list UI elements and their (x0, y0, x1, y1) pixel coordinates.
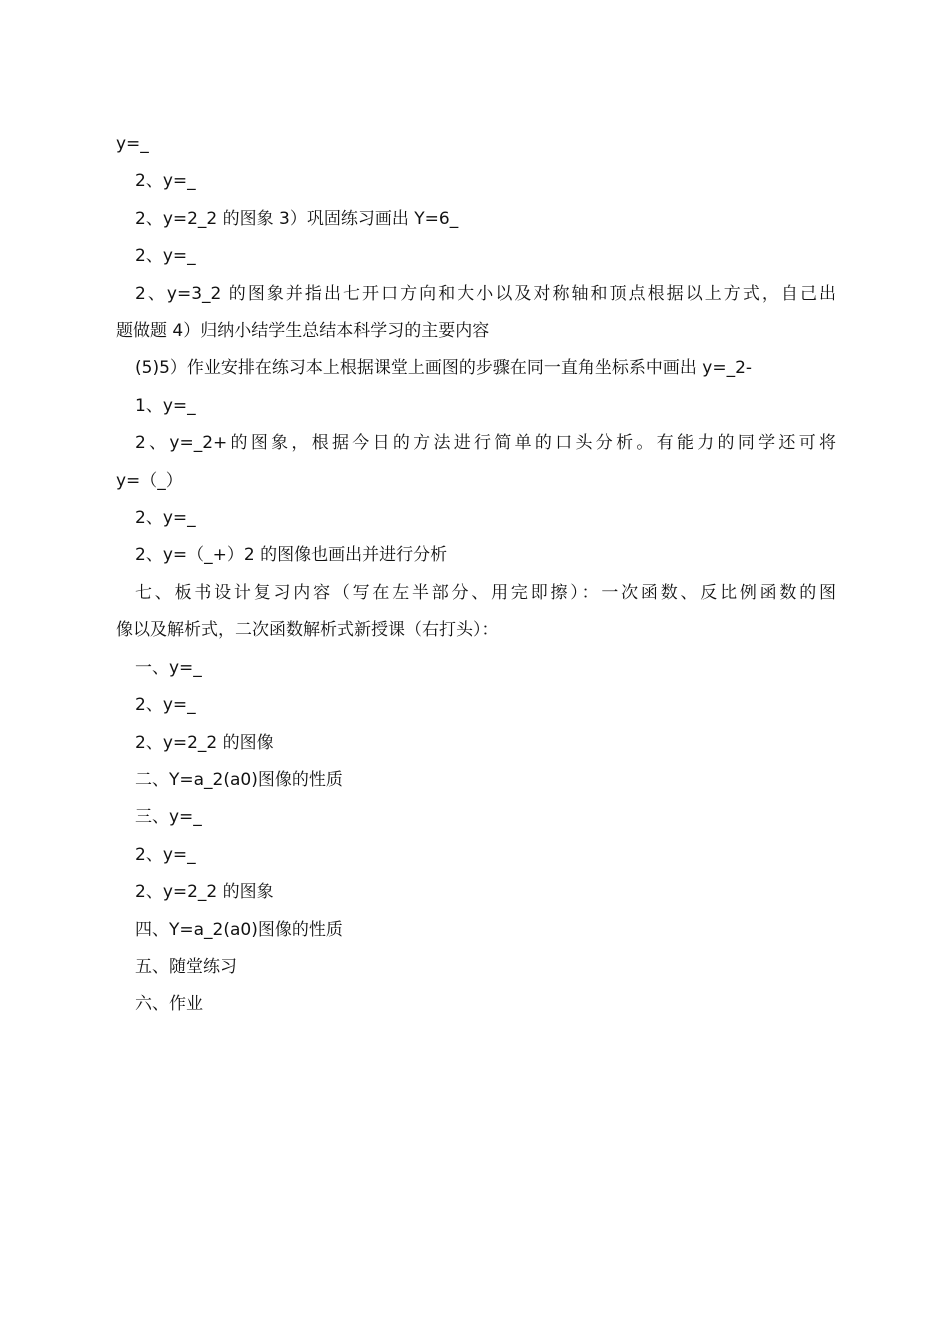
section-heading: 二、Y=a_2(a0)图像的性质 (135, 769, 343, 790)
text-line: 2、y=2_2 的图象 3）巩固练习画出 Y=6_ (135, 208, 459, 229)
text-line: 2、y=_ (135, 695, 196, 716)
text-line: 2、y=_ (135, 508, 196, 529)
text-line: 2、y=2_2 的图像 (135, 732, 274, 753)
paragraph-line: 2、y=_2+的图象，根据今日的方法进行简单的口头分析。有能力的同学还可将 (135, 433, 836, 454)
text-line: 2、y=_ (135, 171, 196, 192)
text-line: 2、y=_ (135, 844, 196, 865)
text-line: 题做题 4）归纳小结学生总结本科学习的主要内容 (116, 321, 490, 342)
paragraph-line: 七、板书设计复习内容（写在左半部分、用完即擦）：一次函数、反比例函数的图 (135, 582, 836, 603)
section-heading: 四、Y=a_2(a0)图像的性质 (135, 919, 343, 940)
section-heading: 五、随堂练习 (135, 956, 237, 977)
text-line: 2、y=_ (135, 246, 196, 267)
text-line: y=（_） (116, 470, 183, 491)
text-line: 1、y=_ (135, 395, 196, 416)
text-line: 像以及解析式，二次函数解析式新授课（右打头）： (116, 620, 499, 641)
text-line: y=_ (116, 134, 149, 154)
document-body (116, 126, 836, 1024)
section-heading: 三、y=_ (135, 807, 202, 828)
section-heading: 六、作业 (135, 994, 203, 1015)
paragraph-line: 2、y=3_2 的图象并指出七开口方向和大小以及对称轴和顶点根据以上方式，自己出 (135, 283, 836, 304)
text-line: (5)5）作业安排在练习本上根据课堂上画图的步骤在同一直角坐标系中画出 y=_2- (135, 358, 753, 379)
text-line: 2、y=（_+）2 的图像也画出并进行分析 (135, 545, 448, 566)
section-heading: 一、y=_ (135, 657, 202, 678)
text-line: 2、y=2_2 的图象 (135, 882, 274, 903)
